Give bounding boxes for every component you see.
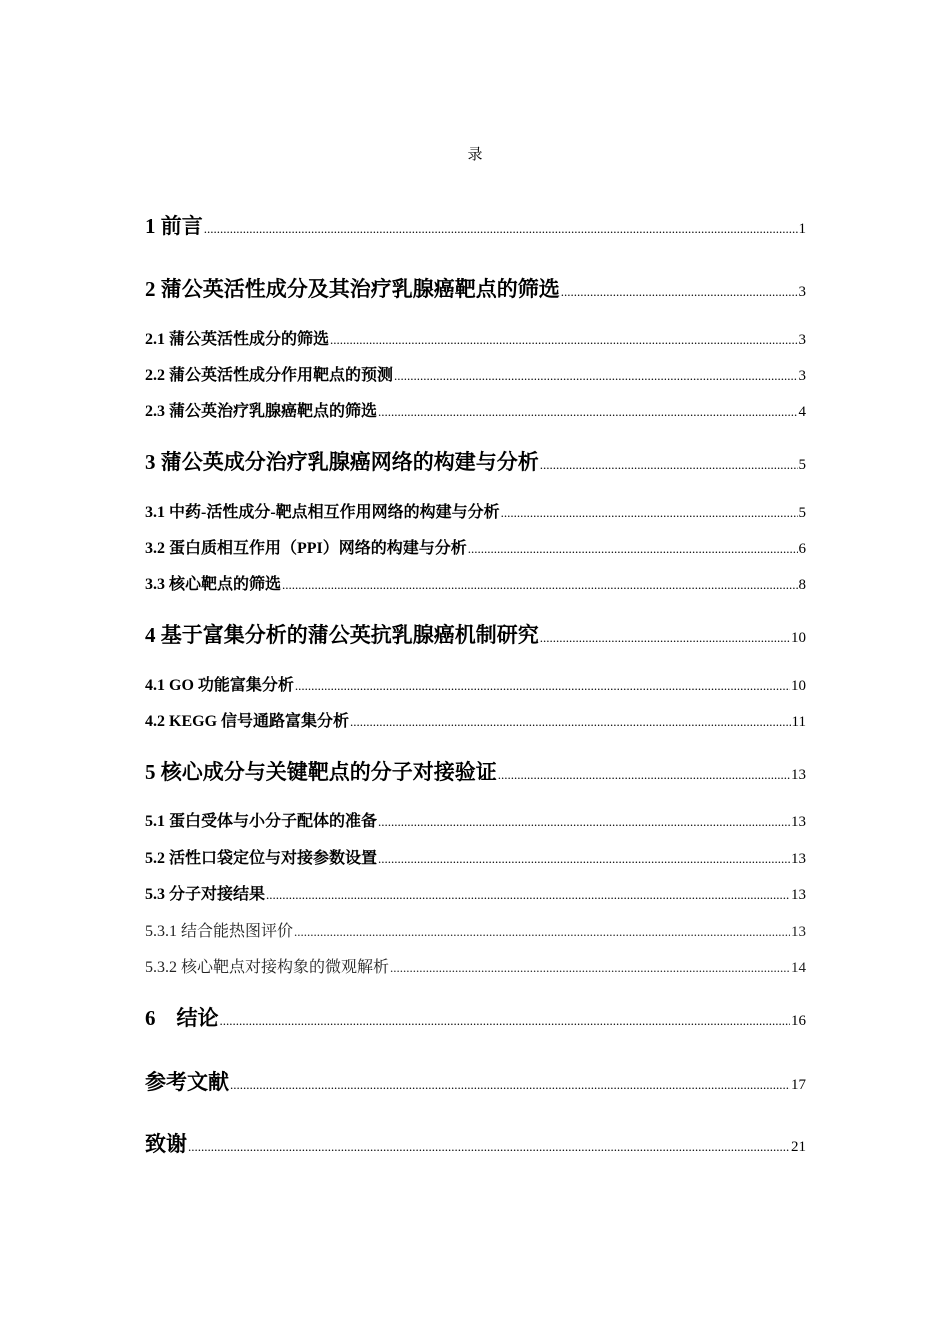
toc-entry-3-3[interactable]: [145, 574, 806, 596]
toc-page-number: 11: [791, 714, 806, 730]
toc-page-number: 17: [791, 1077, 806, 1093]
toc-entry-5[interactable]: [145, 758, 806, 786]
toc-entry-5-2[interactable]: [145, 848, 806, 870]
toc-entry-2-2[interactable]: [145, 365, 806, 387]
toc-entry-5-3-1[interactable]: [145, 921, 806, 943]
toc-entry-2[interactable]: [145, 275, 806, 303]
toc-leader-dots: [220, 1007, 791, 1035]
toc-entry-4[interactable]: [145, 621, 806, 649]
toc-label: 致谢: [145, 1132, 187, 1156]
toc-leader-dots: [378, 848, 790, 870]
toc-entry-6[interactable]: [145, 1004, 806, 1032]
toc-leader-dots: [501, 502, 798, 524]
toc-page-number: 13: [791, 924, 806, 940]
toc-page-number: 13: [791, 814, 806, 830]
toc-page-number: 3: [798, 368, 806, 384]
toc-leader-dots: [282, 574, 797, 596]
toc-page-number: 10: [791, 678, 806, 694]
toc-leader-dots: [561, 278, 798, 306]
toc-entry-5-3-2[interactable]: [145, 957, 806, 979]
toc-label: 4 基于富集分析的蒲公英抗乳腺癌机制研究: [145, 623, 539, 647]
toc-page-number: 1: [798, 221, 806, 237]
toc-label: 3.2 蛋白质相互作用（PPI）网络的构建与分析: [145, 540, 467, 557]
toc-label: 2.1 蒲公英活性成分的筛选: [145, 331, 330, 348]
toc-page-number: 8: [798, 577, 806, 593]
toc-label: 3.3 核心靶点的筛选: [145, 576, 282, 593]
toc-label: 2.2 蒲公英活性成分作用靶点的预测: [145, 367, 394, 384]
toc-entry-references[interactable]: [145, 1068, 806, 1096]
toc-page-number: 4: [798, 404, 806, 420]
toc-label: 5 核心成分与关键靶点的分子对接验证: [145, 760, 497, 784]
toc-page-number: 13: [791, 851, 806, 867]
toc-page-number: 13: [791, 767, 806, 783]
toc-entry-2-3[interactable]: [145, 401, 806, 423]
toc-label: 2.3 蒲公英治疗乳腺癌靶点的筛选: [145, 403, 378, 420]
toc-page-number: 14: [791, 960, 806, 976]
toc-entry-2-1[interactable]: [145, 329, 806, 351]
toc-label: 2 蒲公英活性成分及其治疗乳腺癌靶点的筛选: [145, 277, 560, 301]
toc-label: 5.2 活性口袋定位与对接参数设置: [145, 850, 378, 867]
toc-page-number: 3: [798, 332, 806, 348]
toc-label: 5.3.1 结合能热图评价: [145, 923, 294, 940]
toc-label: 3.1 中药-活性成分-靶点相互作用网络的构建与分析: [145, 504, 500, 521]
toc-label: 5.1 蛋白受体与小分子配体的准备: [145, 813, 378, 830]
toc-page-number: 5: [798, 457, 806, 473]
toc-leader-dots: [294, 921, 790, 943]
toc-leader-dots: [188, 1133, 790, 1161]
toc-label: 参考文献: [145, 1070, 229, 1094]
toc-leader-dots: [204, 215, 798, 243]
toc-label: 4.1 GO 功能富集分析: [145, 677, 294, 694]
toc-entry-1[interactable]: [145, 212, 806, 240]
toc-page-number: 3: [798, 284, 806, 300]
toc-entry-5-1[interactable]: [145, 811, 806, 833]
toc-page-number: 10: [791, 630, 806, 646]
toc-entry-4-2[interactable]: [145, 711, 806, 733]
toc-page-number: 5: [798, 505, 806, 521]
toc-entry-3-2[interactable]: [145, 538, 806, 560]
toc-leader-dots: [378, 401, 797, 423]
toc-entry-3[interactable]: [145, 448, 806, 476]
toc-leader-dots: [390, 957, 790, 979]
toc-leader-dots: [330, 329, 797, 351]
toc-page-number: 6: [798, 541, 806, 557]
toc-leader-dots: [540, 624, 790, 652]
toc-page-number: 13: [791, 887, 806, 903]
toc-leader-dots: [266, 884, 790, 906]
toc-page-number: 16: [791, 1013, 806, 1029]
toc-label: 5.3 分子对接结果: [145, 886, 266, 903]
toc-label: 1 前言: [145, 214, 203, 238]
toc-entry-4-1[interactable]: [145, 675, 806, 697]
toc-label: 4.2 KEGG 信号通路富集分析: [145, 713, 350, 730]
toc-leader-dots: [350, 711, 791, 733]
toc-label: 5.3.2 核心靶点对接构象的微观解析: [145, 959, 390, 976]
toc-leader-dots: [394, 365, 797, 387]
toc-leader-dots: [230, 1071, 790, 1099]
page-title: 录: [467, 147, 483, 163]
toc-leader-dots: [378, 811, 790, 833]
toc-leader-dots: [295, 675, 790, 697]
toc-entry-5-3[interactable]: [145, 884, 806, 906]
toc-page-number: 21: [791, 1139, 806, 1155]
toc-entry-acknowledgements[interactable]: [145, 1130, 806, 1158]
toc-label: 6 结论: [145, 1006, 219, 1030]
toc-leader-dots: [540, 451, 798, 479]
toc-label: 3 蒲公英成分治疗乳腺癌网络的构建与分析: [145, 450, 539, 474]
toc-entry-3-1[interactable]: [145, 502, 806, 524]
toc-leader-dots: [498, 761, 790, 789]
toc-leader-dots: [468, 538, 798, 560]
